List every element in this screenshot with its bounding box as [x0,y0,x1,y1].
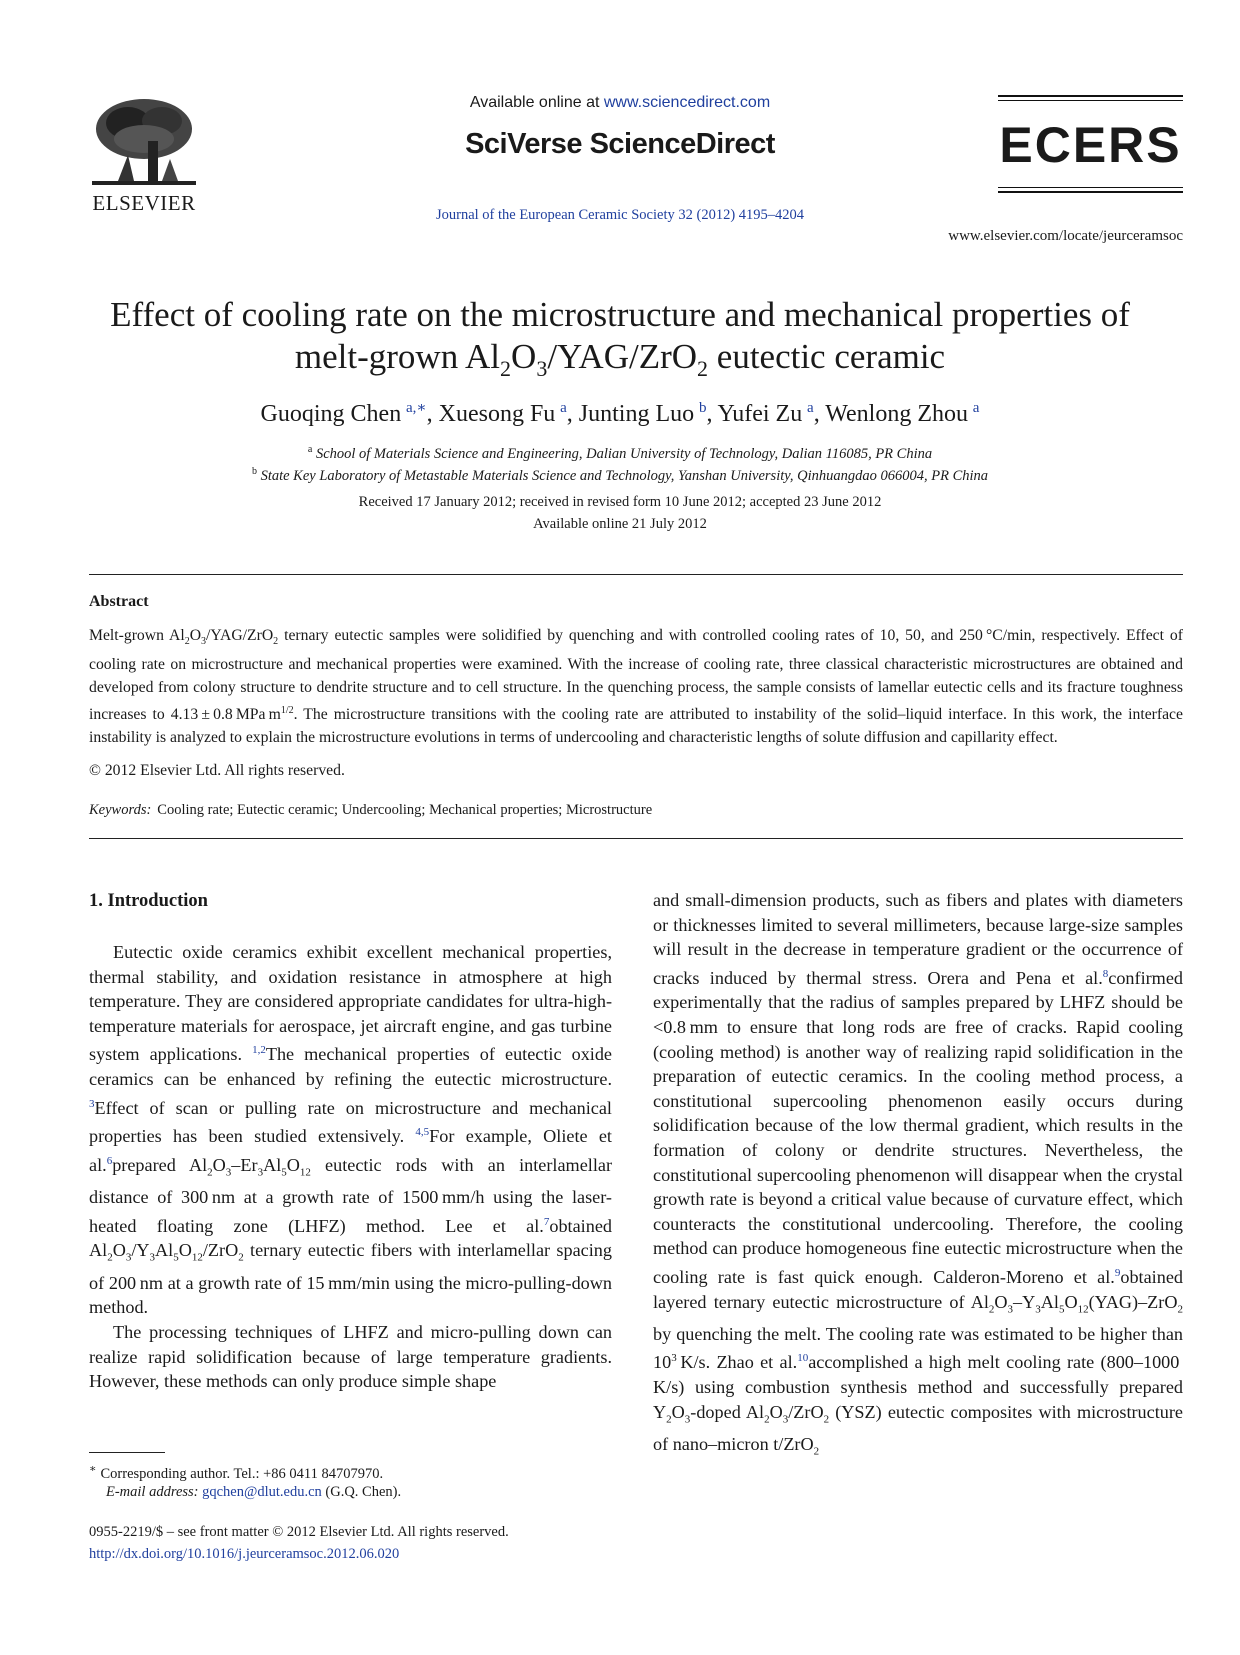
author-1[interactable]: Guoqing Chen $^{a,∗}$ [260,400,427,427]
corresponding-author-note: ∗ Corresponding author. Tel.: +86 0411 84707970. [89,1463,384,1482]
abstract-rule-top [89,574,1183,575]
keywords-list: Cooling rate; Eutectic ceramic; Undercooling; Mechanical properties; Microstructure [157,802,653,818]
author-5[interactable]: Wenlong Zhou $^a$ [825,400,980,427]
right-column [653,888,1183,1464]
publisher-name: ELSEVIER [92,191,196,215]
affiliation-a: $^a$ School of Materials Science and Engineering, Dalian University of Technology, Dalian 116085, PR China [307,444,933,462]
front-matter: 0955-2219/$ – see front matter © 2012 Elsevier Ltd. All rights reserved. [89,1524,509,1540]
available-online [300,94,940,112]
affiliation-b: $^b$ State Key Laboratory of Metastable Materials Science and Technology, Yanshan University, Qinhuangdao 066004, PR China [251,466,989,484]
tree-emblem-icon [88,95,200,193]
available-prefix: Available online at [469,94,604,111]
journal-url[interactable]: www.elsevier.com/locate/jeurceramsoc [948,228,1183,244]
sciencedirect-link[interactable]: www.sciencedirect.com [603,94,771,111]
doi-link[interactable]: http://dx.doi.org/10.1016/j.jeurceramsoc.2012.06.020 [89,1546,400,1562]
title-line-1: Effect of cooling rate on the microstructure and mechanical properties of [110,295,1130,334]
received-dates: Received 17 January 2012; received in revised form 10 June 2012; accepted 23 June 2012 [358,494,882,510]
intro-paragraph-2: The processing techniques of LHFZ and micro-pulling down can realize rapid solidification because of large temperature gradients. However, these methods can only produce simple shape [89,1321,612,1392]
journal-reference[interactable]: Journal of the European Ceramic Society 32 (2012) 4195–4204 [435,207,805,223]
footnote-rule [89,1452,165,1453]
author-list: Guoqing Chen $^{a,∗}$, Xuesong Fu $^a$, Junting Luo $^b$, Yufei Zu $^a$, Wenlong Zhou $^a$ [260,400,980,427]
author-3[interactable]: Junting Luo $^b$ [578,400,707,427]
abstract-heading: Abstract [89,593,149,610]
keywords-label: Keywords: [89,802,152,818]
intro-paragraph-1: Eutectic oxide ceramics exhibit excellent mechanical properties, thermal stability, and oxidation resistance in atmosphere at high temperature. They are considered appropriate candidates for ultra-high-temperature materials for aerospace, jet aircraft engine, and gas turbine system applications. $^{1,2}$The mechanical properties of eutectic oxide ceramics can be enhanced by refining the eutectic microstructure. $^3$Effect of scan or pulling rate on microstructure and mechanical properties has been studied extensively. $^{4,5}$For example, Oliete et al.$^6$prepared $Al_2O_3-Er_3Al_5O_{12}$ eutectic rods with an interlamellar distance of 300 nm at a growth rate of 1500 mm/h using the laser-heated floating zone (LHFZ) method. Lee et al.$^7$obtained $Al_2O_3/Y_3Al_5O_{12}/ZrO_2$ ternary eutectic fibers with interlamellar spacing of 200 nm at a growth rate of 15 mm/min using the micro-pulling-down method. [89,942,613,1318]
abstract-text: Melt-grown $Al_2O_3/YAG/ZrO_2$ ternary eutectic samples were solidified by quenching and with controlled cooling rates of 10, 50, and 250 °C/min, respectively. Effect of cooling rate on microstructure and mechanical properties were examined. With the increase of cooling rate, three classical characteristic microstructures are obtained and developed from colony structure to dendrite structure and to cell structure. In the quenching process, the sample consists of lamellar eutectic cells and its fracture toughness increases to 4.13 ± 0.8 MPa $m^{1/2}$. The microstructure transitions with the cooling rate are attributed to instability of the solid–liquid interface. In this work, the interface instability is analyzed to explain the microstructure evolutions in terms of undercooling and characteristic lengths of solute diffusion and capillarity effect. [89,627,1183,747]
abstract-copyright: © 2012 Elsevier Ltd. All rights reserved. [89,762,345,779]
left-column [89,940,612,1394]
intro-paragraph-2-cont: and small-dimension products, such as fibers and plates with diameters or thicknesses limited to several millimeters, because large-size samples will result in the decrease in temperature gradient or the occurrence of cracks induced by thermal stress. Orera and Pena et al.$^8$confirmed experimentally that the radius of samples prepared by LHFZ should be <0.8 mm to ensure that long rods are free of cracks. Rapid cooling (cooling method) is another way of realizing rapid solidification in the preparation of eutectic ceramics. In the cooling method process, a constitutional supercooling phenomenon easily occurs during solidification because of the low thermal gradient, which results in the formation of colony or dendrite structures. Nevertheless, the constitutional supercooling phenomenon will disappear when the crystal growth rate is beyond a critical value because of curvature effect, which counteracts the constitutional undercooling. Therefore, the cooling method can produce homogeneous fine eutectic microstructure when the cooling rate is fast quick enough. Calderon-Moreno et al.$^9$obtained layered ternary eutectic microstructure of $Al_2O_3-Y_3Al_5O_{12}(YAG)-ZrO_2$ by quenching the melt. The cooling rate was estimated to be higher than $10^3$ K/s. Zhao et al.$^{10}$accomplished a high melt cooling rate (800–1000 K/s) using combustion synthesis method and successfully prepared $Y_2O_3$-doped $Al_2O_3/ZrO_2$ (YSZ) eutectic composites with microstructure of nano–micron t/ZrO$_2$ [653,890,1184,1458]
logo-rule-top-thin [998,100,1183,101]
online-date: Available online 21 July 2012 [533,516,707,532]
journal-logo [998,95,1183,196]
title-line-2: melt-grown $Al_2O_3/YAG/ZrO_2$ eutectic ceramic [294,337,946,381]
abstract-rule-bottom [89,838,1183,839]
keywords [89,802,652,819]
publisher-logo [88,95,200,216]
email-link[interactable]: gqchen@dlut.edu.cn [202,1484,322,1500]
author-4[interactable]: Yufei Zu $^a$ [717,400,814,427]
email-note: E-mail address: gqchen@dlut.edu.cn (G.Q. Chen). [106,1484,402,1500]
platform-name: SciVerse ScienceDirect [465,128,775,160]
logo-rule-top [998,95,1183,97]
section-heading-introduction: 1. Introduction [89,891,208,911]
author-2[interactable]: Xuesong Fu $^a$ [438,400,567,427]
logo-rule-bottom-thin [998,187,1183,188]
journal-logo-mark: ECERS [999,117,1182,173]
article-title [80,294,1160,390]
logo-rule-bottom [998,191,1183,193]
